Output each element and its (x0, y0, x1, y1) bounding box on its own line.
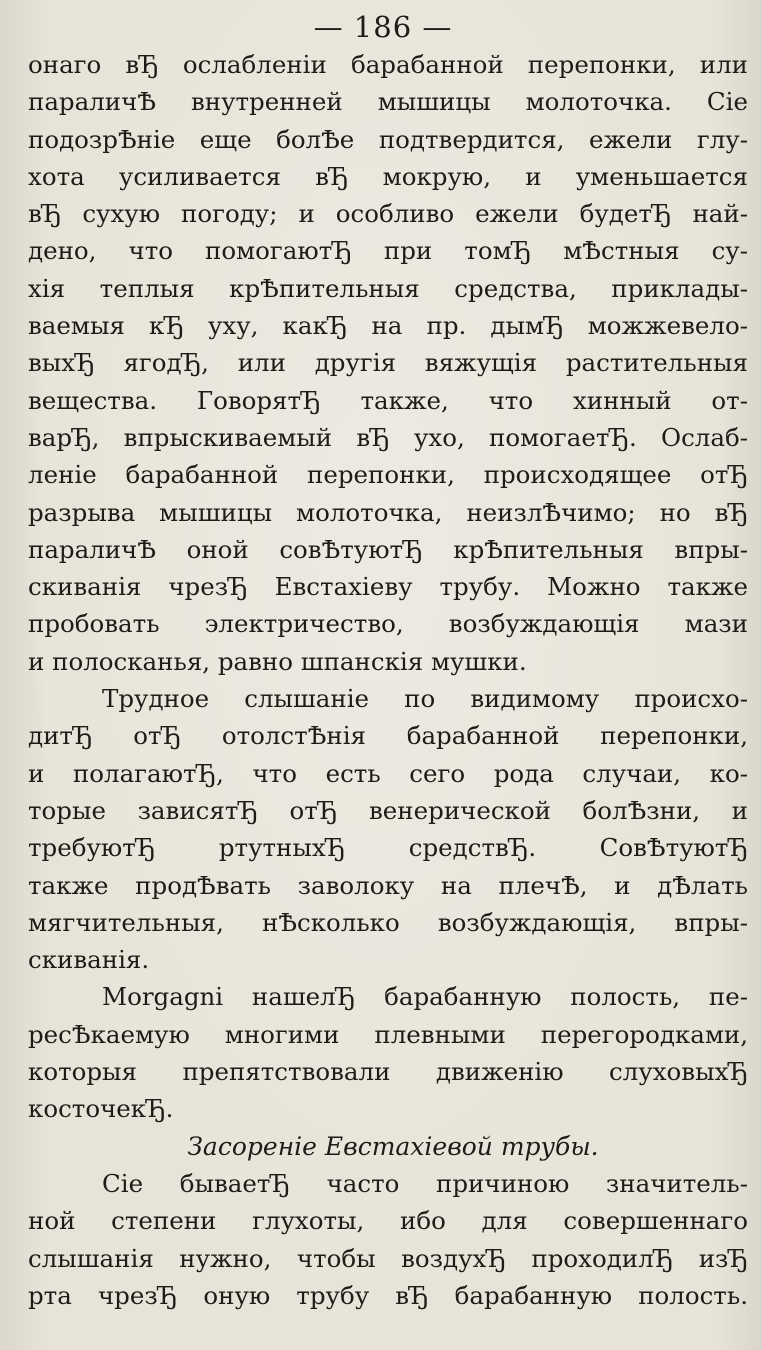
text-line: требуютЂ ртутныхЂ средствЂ. СовѢтуютЂ (28, 833, 748, 863)
text-line: и полосканья, равно шпанскiя мушки. (28, 646, 527, 676)
text-line: Сie бываетЂ часто причиною значитель- (102, 1168, 748, 1198)
text-line: онаго вЂ ослабленiи барабанной перепонки, или (28, 50, 748, 79)
text-line: мягчительныя, нѢсколько возбуждающiя, впры- (28, 907, 748, 937)
text-line: торые зависятЂ отЂ венерической болѢзни, и (28, 795, 748, 825)
text-line: ленie барабанной перепонки, происходящее отЂ (28, 460, 748, 490)
text-line: ной степени глухоты, ибо для совершеннаго (28, 1206, 748, 1236)
text-line: пробовать электричество, возбуждающiя мази (28, 609, 748, 639)
text-line: Трудное слышанie по видимому происхо- (102, 684, 748, 714)
paragraph-3 (28, 978, 748, 1127)
text-line: ваемыя кЂ уху, какЂ на пр. дымЂ можжевело- (28, 311, 748, 341)
paragraph-1 (28, 46, 748, 680)
text-line: дитЂ отЂ отолстѢнiя барабанной перепонки, (28, 721, 748, 751)
text-line: выхЂ ягодЂ, или другiя вяжущiя растительныя (28, 348, 748, 378)
text-line: рта чрезЂ оную трубу вЂ барабанную полость. (28, 1280, 748, 1310)
text-line: Morgagni нашелЂ барабанную полость, пе- (102, 982, 748, 1012)
text-line: которыя препятствовали движенiю слуховыхЂ (28, 1057, 748, 1087)
paragraph-4 (28, 1165, 748, 1314)
text-line: параличѢ внутренней мышицы молоточка. Сie (28, 87, 748, 117)
paragraph-2 (28, 680, 748, 978)
text-line: скиванiя чрезЂ Евстахiеву трубу. Можно также (28, 572, 748, 602)
text-line: вещества. ГоворятЂ также, что хинный от- (28, 385, 748, 415)
page-number: — 186 — (313, 10, 453, 44)
text-line: хота усиливается вЂ мокрую, и уменьшается (28, 161, 748, 191)
text-line: вЂ сухую погоду; и особливо ежели будетЂ най- (28, 199, 748, 229)
text-line: хiя теплыя крѢпительныя средства, приклады- (28, 273, 748, 303)
text-line: параличѢ оной совѢтуютЂ крѢпительныя впры- (28, 534, 748, 564)
text-line: подозрѢнie еще болѢе подтвердится, ежели глу- (28, 124, 748, 154)
text-line: варЂ, впрыскиваемый вЂ ухо, помогаетЂ. Ослаб- (28, 422, 748, 452)
text-line: разрыва мышицы молоточка, неизлѢчимо; но вЂ (28, 497, 748, 527)
text-line: также продѢвать заволоку на плечѢ, и дѢлать (28, 870, 748, 900)
text-line: слышанiя нужно, чтобы воздухЂ проходилЂ изЂ (28, 1243, 748, 1273)
section-heading: Засоренiе Евстахiевой трубы. (187, 1131, 599, 1161)
text-line: скиванiя. (28, 945, 150, 975)
text-line: ресѢкаемую многими плевными перегородками, (28, 1019, 748, 1049)
text-line: дено, что помогаютЂ при томЂ мѢстныя су- (28, 236, 748, 266)
text-line: косточекЂ. (28, 1094, 174, 1124)
text-line: и полагаютЂ, что есть сего рода случаи, ко- (28, 758, 748, 788)
